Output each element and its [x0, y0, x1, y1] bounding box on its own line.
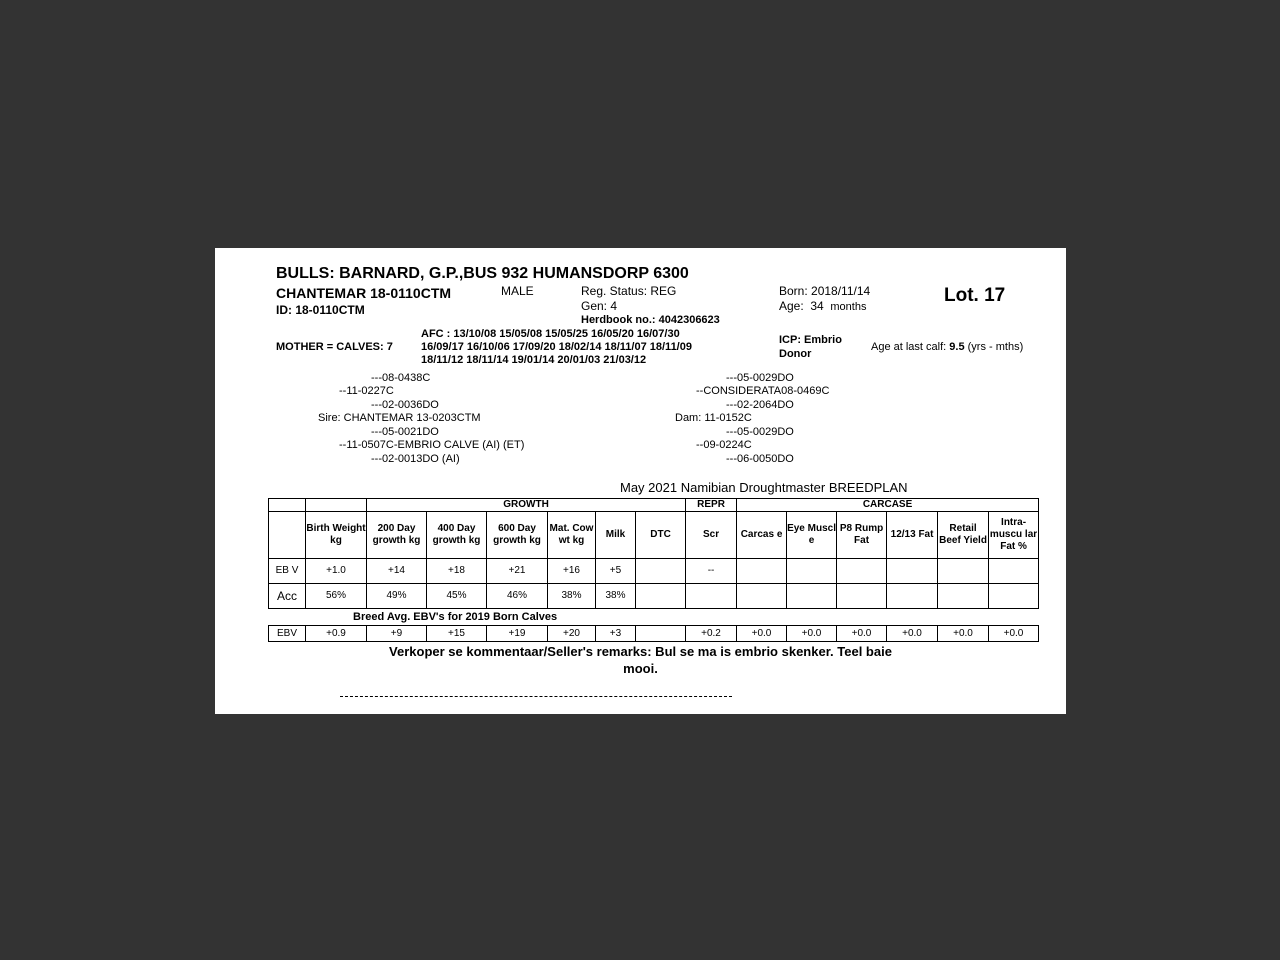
pedigree-dam-sire-dam: ---02-2064DO — [726, 399, 794, 411]
breed-avg-cell: +19 — [487, 626, 548, 642]
col-header: Mat. Cow wt kg — [548, 512, 596, 559]
pedigree-dam-dam-dam: ---06-0050DO — [726, 453, 794, 465]
breed-avg-cell: +20 — [548, 626, 596, 642]
breed-avg-row — [269, 626, 1039, 642]
calving-dates-line3: 18/11/12 18/11/14 19/01/14 20/01/03 21/03/12 — [421, 354, 647, 366]
icp-line2: Donor — [779, 348, 812, 360]
ebv-cell — [787, 559, 837, 584]
age-value: 34 — [810, 299, 824, 313]
reg-status: Reg. Status: REG — [581, 284, 677, 298]
calving-dates-line2: 16/09/17 16/10/06 17/09/20 18/02/14 18/11/07 18/11/09 — [421, 341, 692, 353]
col-header: Scr — [686, 512, 737, 559]
group-repr: REPR — [686, 499, 737, 512]
col-header: Birth Weight kg — [306, 512, 367, 559]
acc-cell: 38% — [596, 584, 636, 609]
pedigree-dam-sire-sire: ---05-0029DO — [726, 372, 794, 384]
ebv-cell — [989, 559, 1039, 584]
breed-avg-title: Breed Avg. EBV's for 2019 Born Calves — [353, 611, 558, 623]
ebv-header-row — [269, 512, 1039, 559]
age-last-calf-unit: (yrs - mths) — [967, 341, 1024, 353]
row-label: EBV — [269, 626, 306, 642]
pedigree-sire: Sire: CHANTEMAR 13-0203CTM — [318, 412, 481, 424]
animal-id: ID: 18-0110CTM — [276, 303, 365, 317]
age-last-calf-label: Age at last calf: — [871, 341, 947, 353]
breed-avg-cell: +0.9 — [306, 626, 367, 642]
herdbook-number: Herdbook no.: 4042306623 — [581, 314, 720, 326]
ebv-table — [268, 498, 1039, 609]
seller-title: BULLS: BARNARD, G.P.,BUS 932 HUMANSDORP 6300 — [276, 265, 689, 282]
col-header: Intra- muscu lar Fat % — [989, 512, 1039, 559]
ebv-cell: +18 — [427, 559, 487, 584]
ebv-cell: +16 — [548, 559, 596, 584]
col-header: Milk — [596, 512, 636, 559]
ebv-cell: +5 — [596, 559, 636, 584]
acc-cell: 46% — [487, 584, 548, 609]
pedigree-dam-sire: --CONSIDERATA08-0469C — [696, 385, 830, 397]
ebv-cell — [887, 559, 938, 584]
breed-avg-cell — [636, 626, 686, 642]
col-header: 12/13 Fat — [887, 512, 938, 559]
pedigree-dam-dam: --09-0224C — [696, 439, 752, 451]
breed-avg-cell: +0.0 — [737, 626, 787, 642]
ebv-cell: +1.0 — [306, 559, 367, 584]
col-header: DTC — [636, 512, 686, 559]
catalogue-sheet — [215, 248, 1066, 714]
col-header: Retail Beef Yield — [938, 512, 989, 559]
age-last-calf — [871, 342, 1023, 353]
generation: Gen: 4 — [581, 299, 618, 313]
pedigree-dam: Dam: 11-0152C — [675, 412, 752, 424]
acc-cell — [737, 584, 787, 609]
age-last-calf-value: 9.5 — [949, 341, 965, 353]
acc-cell — [887, 584, 938, 609]
ebv-cell — [737, 559, 787, 584]
age-label: Age: — [779, 299, 804, 313]
acc-cell: 56% — [306, 584, 367, 609]
acc-cell — [686, 584, 737, 609]
col-header: Eye Muscl e — [787, 512, 837, 559]
born-date: Born: 2018/11/14 — [779, 284, 871, 298]
ebv-cell — [938, 559, 989, 584]
acc-cell: 49% — [367, 584, 427, 609]
acc-cell — [636, 584, 686, 609]
acc-cell — [938, 584, 989, 609]
age-unit: months — [830, 301, 867, 313]
age — [779, 300, 866, 313]
col-header: 200 Day growth kg — [367, 512, 427, 559]
breedplan-title: May 2021 Namibian Droughtmaster BREEDPLAN — [620, 480, 908, 495]
pedigree-sire-dam-sire: ---05-0021DO — [371, 426, 439, 438]
acc-row — [269, 584, 1039, 609]
icp-line1: ICP: Embrio — [779, 334, 842, 346]
col-header: Carcas e — [737, 512, 787, 559]
pedigree-dam-dam-sire: ---05-0029DO — [726, 426, 794, 438]
row-label: Acc — [269, 584, 306, 609]
ebv-cell: +21 — [487, 559, 548, 584]
breed-avg-cell: +3 — [596, 626, 636, 642]
breed-avg-cell: +0.0 — [989, 626, 1039, 642]
ebv-cell: +14 — [367, 559, 427, 584]
pedigree-sire-sire-sire: ---08-0438C — [371, 372, 431, 384]
acc-cell: 45% — [427, 584, 487, 609]
breed-avg-cell: +15 — [427, 626, 487, 642]
mother-calves-label: MOTHER = CALVES: 7 — [276, 341, 393, 353]
acc-cell: 38% — [548, 584, 596, 609]
sex: MALE — [501, 284, 534, 298]
ebv-row — [269, 559, 1039, 584]
signature-line — [340, 696, 732, 697]
ebv-group-row — [269, 499, 1039, 512]
col-header: P8 Rump Fat — [837, 512, 887, 559]
ebv-cell: -- — [686, 559, 737, 584]
pedigree-sire-dam: --11-0507C-EMBRIO CALVE (AI) (ET) — [339, 439, 525, 451]
pedigree-sire-sire-dam: ---02-0036DO — [371, 399, 439, 411]
breed-avg-cell: +0.0 — [938, 626, 989, 642]
remarks-line2: mooi. — [623, 661, 658, 676]
group-growth: GROWTH — [367, 499, 686, 512]
ebv-cell — [636, 559, 686, 584]
breed-avg-cell: +9 — [367, 626, 427, 642]
acc-cell — [787, 584, 837, 609]
acc-cell — [989, 584, 1039, 609]
col-header: 400 Day growth kg — [427, 512, 487, 559]
breed-avg-cell: +0.2 — [686, 626, 737, 642]
row-label: EB V — [269, 559, 306, 584]
acc-cell — [837, 584, 887, 609]
ebv-cell — [837, 559, 887, 584]
breed-avg-cell: +0.0 — [887, 626, 938, 642]
afc-dates: AFC : 13/10/08 15/05/08 15/05/25 16/05/20 16/07/30 — [421, 328, 680, 340]
pedigree-sire-sire: --11-0227C — [339, 385, 394, 397]
remarks-line1: Verkoper se kommentaar/Seller's remarks: Bul se ma is embrio skenker. Teel baie — [389, 644, 892, 659]
breed-avg-cell: +0.0 — [787, 626, 837, 642]
breed-avg-table — [268, 625, 1039, 642]
animal-name: CHANTEMAR 18-0110CTM — [276, 285, 452, 301]
pedigree-sire-dam-dam: ---02-0013DO (AI) — [371, 453, 460, 465]
lot-number: Lot. 17 — [944, 285, 1006, 306]
col-header: 600 Day growth kg — [487, 512, 548, 559]
group-carcase: CARCASE — [737, 499, 1039, 512]
breed-avg-cell: +0.0 — [837, 626, 887, 642]
